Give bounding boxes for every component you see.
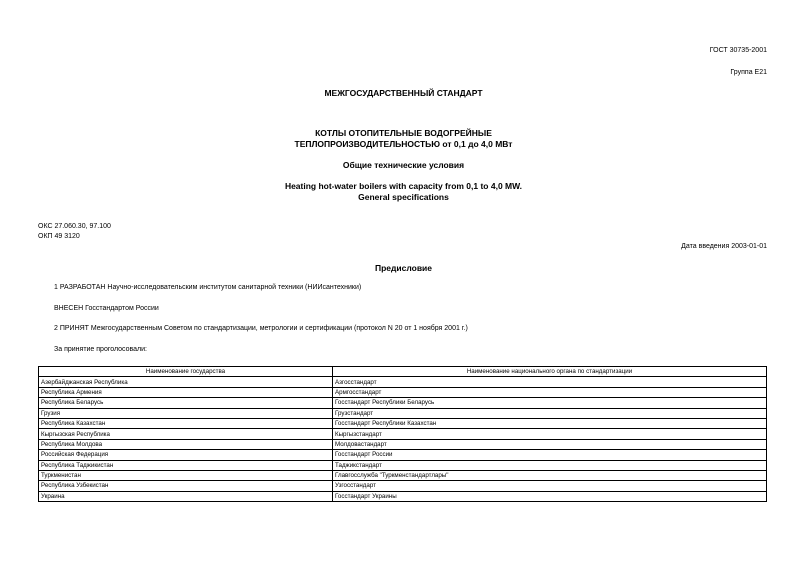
- state-cell: Кыргызская Республика: [39, 429, 333, 439]
- table-row: [39, 470, 767, 480]
- body-cell: Госстандарт Республики Беларусь: [333, 398, 767, 408]
- state-cell: Республика Таджикистан: [39, 460, 333, 470]
- body-cell: Главгосслужба "Туркменстандартлары": [333, 470, 767, 480]
- table-row: [39, 398, 767, 408]
- oks-code: ОКС 27.060.30, 97.100: [38, 223, 111, 230]
- table-row: [39, 439, 767, 449]
- table-row: [39, 408, 767, 418]
- preface-heading: Предисловие: [374, 263, 433, 273]
- state-cell: Республика Узбекистан: [39, 481, 333, 491]
- standard-number: ГОСТ 30735-2001: [709, 47, 767, 54]
- state-cell: Республика Армения: [39, 387, 333, 397]
- english-title-line2: General specifications: [358, 192, 449, 202]
- table-row: [39, 377, 767, 387]
- state-cell: Туркменистан: [39, 470, 333, 480]
- english-title-line1: Heating hot-water boilers with capacity from 0,1 to 4,0 MW.: [284, 181, 523, 191]
- body-cell: Таджикстандарт: [333, 460, 767, 470]
- body-cell: Грузстандарт: [333, 408, 767, 418]
- table-header-row: [39, 367, 767, 377]
- state-cell: Азербайджанская Республика: [39, 377, 333, 387]
- body-cell: Армгосстандарт: [333, 387, 767, 397]
- body-cell: Госстандарт Украины: [333, 491, 767, 501]
- preface-developed: 1 РАЗРАБОТАН Научно-исследовательским институтом санитарной техники (НИИсантехники): [54, 284, 362, 291]
- preface-adopted: 2 ПРИНЯТ Межгосударственным Советом по стандартизации, метрологии и сертификации (протокол N 20 от 1 ноября 2001 г.): [54, 325, 468, 332]
- header-state: Наименование государства: [39, 367, 333, 377]
- state-cell: Российская Федерация: [39, 450, 333, 460]
- group-code: Группа Е21: [730, 69, 767, 76]
- state-cell: Украина: [39, 491, 333, 501]
- body-cell: Молдовастандарт: [333, 439, 767, 449]
- state-cell: Республика Беларусь: [39, 398, 333, 408]
- body-cell: Госстандарт Республики Казахстан: [333, 418, 767, 428]
- interstate-standard-heading: МЕЖГОСУДАРСТВЕННЫЙ СТАНДАРТ: [324, 88, 483, 98]
- state-cell: Республика Казахстан: [39, 418, 333, 428]
- body-cell: Госстандарт России: [333, 450, 767, 460]
- table-row: [39, 418, 767, 428]
- standard-subtitle: Общие технические условия: [342, 160, 465, 170]
- introduction-date: Дата введения 2003-01-01: [681, 243, 767, 250]
- table-row: [39, 429, 767, 439]
- voting-table: [38, 366, 767, 502]
- standard-title-line1: КОТЛЫ ОТОПИТЕЛЬНЫЕ ВОДОГРЕЙНЫЕ: [315, 128, 492, 138]
- standard-title-line2: ТЕПЛОПРОИЗВОДИТЕЛЬНОСТЬЮ от 0,1 до 4,0 МВт: [294, 139, 513, 149]
- state-cell: Республика Молдова: [39, 439, 333, 449]
- okp-code: ОКП 49 3120: [38, 233, 80, 240]
- body-cell: Азгосстандарт: [333, 377, 767, 387]
- preface-introduced: ВНЕСЕН Госстандартом России: [54, 305, 159, 312]
- table-row: [39, 491, 767, 501]
- table-row: [39, 450, 767, 460]
- table-row: [39, 387, 767, 397]
- body-cell: Узгосстандарт: [333, 481, 767, 491]
- table-row: [39, 460, 767, 470]
- state-cell: Грузия: [39, 408, 333, 418]
- preface-voted: За принятие проголосовали:: [54, 346, 147, 353]
- body-cell: Кыргызстандарт: [333, 429, 767, 439]
- header-national-body: Наименование национального органа по стандартизации: [333, 367, 767, 377]
- table-row: [39, 481, 767, 491]
